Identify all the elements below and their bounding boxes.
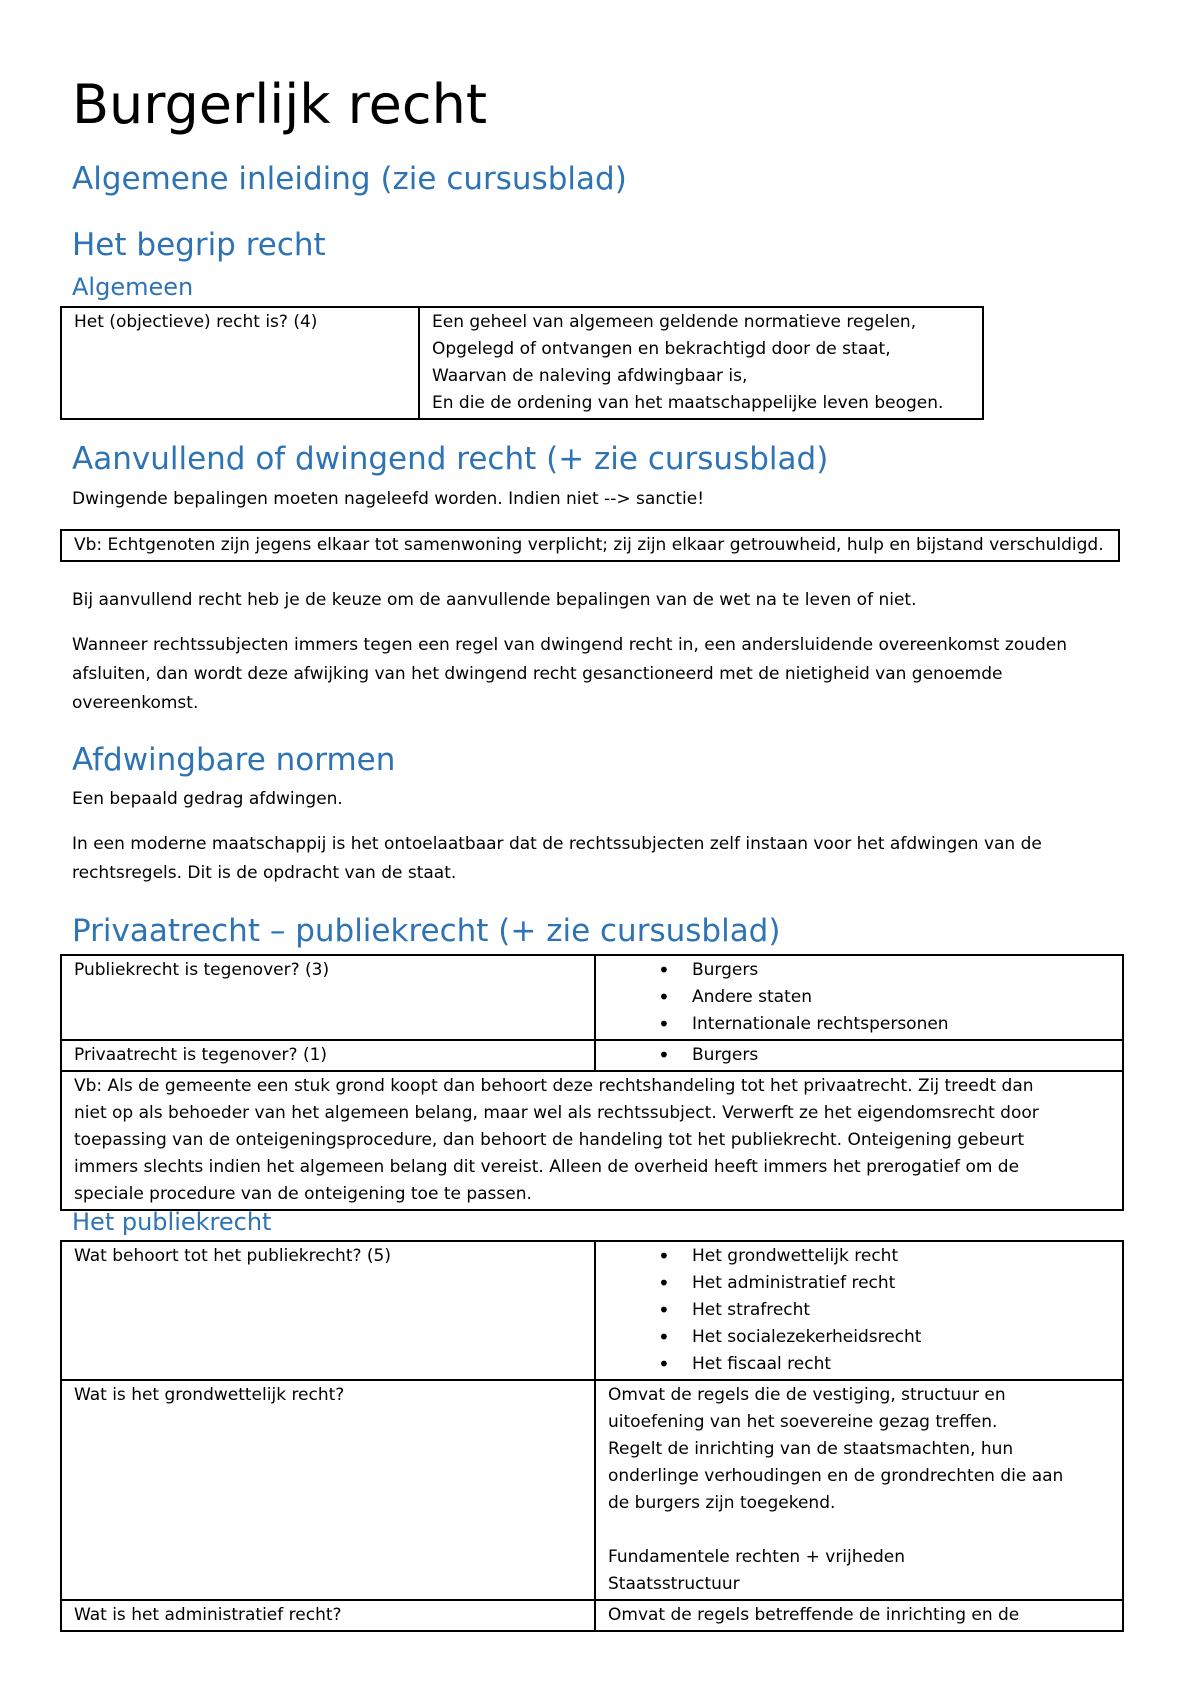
table-cell-answer xyxy=(595,1380,1123,1600)
list-item: • Internationale rechtspersonen xyxy=(608,1011,1112,1038)
table-row xyxy=(61,1600,1123,1631)
paragraph-line: In een moderne maatschappij is het ontoelaatbaar dat de rechtssubjecten zelf instaan voor het afdwingen van de xyxy=(72,834,1042,854)
table-cell-question xyxy=(61,1040,595,1071)
heading-privaatrecht-publiekrecht: Privaatrecht – publiekrecht (+ zie cursusblad) xyxy=(72,913,781,949)
paragraph-moderne-maatschappij xyxy=(72,830,1132,888)
table-row xyxy=(61,1071,1123,1210)
answer-line: Omvat de regels die de vestiging, structuur en xyxy=(608,1385,1006,1405)
table-cell-question xyxy=(61,1241,595,1380)
paragraph-line: afsluiten, dan wordt deze afwijking van het dwingend recht gesanctioneerd met de nietigheid van genoemde xyxy=(72,664,1003,684)
answer-line: Regelt de inrichting van de staatsmachten, hun xyxy=(608,1439,1014,1459)
table-row xyxy=(61,955,1123,1040)
heading-begrip-recht: Het begrip recht xyxy=(72,227,326,263)
paragraph-aanvullend-recht: Bij aanvullend recht heb je de keuze om de aanvullende bepalingen van de wet na te leven of niet. xyxy=(72,590,917,610)
table-cell-answer xyxy=(595,955,1123,1040)
answer-line: onderlinge verhoudingen en de grondrechten die aan xyxy=(608,1466,1064,1486)
question-text: Wat is het administratief recht? xyxy=(74,1605,342,1625)
heading-aanvullend-dwingend: Aanvullend of dwingend recht (+ zie cursusblad) xyxy=(72,441,829,477)
table-publiekrecht xyxy=(60,1240,1124,1632)
table-cell-question xyxy=(61,955,595,1040)
bullet-list xyxy=(608,1042,1112,1069)
heading-afdwingbare-normen: Afdwingbare normen xyxy=(72,742,396,778)
bullet-list xyxy=(608,1243,1112,1378)
example-line: immers slechts indien het algemeen belang dit vereist. Alleen de overheid heeft immers het prerogatief om de xyxy=(74,1157,1020,1177)
list-item: • Burgers xyxy=(608,1042,1112,1069)
heading-algemene-inleiding: Algemene inleiding (zie cursusblad) xyxy=(72,161,627,197)
example-line: toepassing van de onteigeningsprocedure, dan behoort de handeling tot het publiekrecht. Onteigening gebeurt xyxy=(74,1130,1025,1150)
list-item: • Het strafrecht xyxy=(608,1297,1112,1324)
list-item: • Andere staten xyxy=(608,984,1112,1011)
table-row xyxy=(61,1380,1123,1600)
list-item: • Burgers xyxy=(608,957,1112,984)
subheading-algemeen: Algemeen xyxy=(72,273,194,301)
answer-line: de burgers zijn toegekend. xyxy=(608,1493,836,1513)
paragraph-rechtssubjecten xyxy=(72,631,1132,718)
answer-line: uitoefening van het soevereine gezag treffen. xyxy=(608,1412,998,1432)
answer-line: En die de ordening van het maatschappelijke leven beogen. xyxy=(432,393,944,413)
table-cell-question xyxy=(61,1380,595,1600)
question-text: Publiekrecht is tegenover? (3) xyxy=(74,960,330,980)
answer-line: Fundamentele rechten + vrijheden xyxy=(608,1547,906,1567)
list-item: • Het fiscaal recht xyxy=(608,1351,1112,1378)
question-text: Het (objectieve) recht is? (4) xyxy=(74,312,318,332)
paragraph-gedrag-afdwingen: Een bepaald gedrag afdwingen. xyxy=(72,789,343,809)
answer-line: Een geheel van algemeen geldende normatieve regelen, xyxy=(432,312,917,332)
paragraph-line: rechtsregels. Dit is de opdracht van de staat. xyxy=(72,863,457,883)
bullet-list xyxy=(608,957,1112,1038)
table-cell-question xyxy=(61,1600,595,1631)
table-objectief-recht xyxy=(60,306,984,420)
table-cell-answer xyxy=(595,1600,1123,1631)
example-line: niet op als behoeder van het algemeen belang, maar wel als rechtssubject. Verwerft ze het eigendomsrecht door xyxy=(74,1103,1039,1123)
paragraph-dwingende-bepalingen: Dwingende bepalingen moeten nageleefd worden. Indien niet --> sanctie! xyxy=(72,489,705,509)
table-cell-answer xyxy=(595,1040,1123,1071)
table-row xyxy=(61,307,983,419)
example-box-echtgenoten: Vb: Echtgenoten zijn jegens elkaar tot samenwoning verplicht; zij zijn elkaar getrouwheid, hulp en bijstand verschuldigd. xyxy=(60,529,1120,562)
paragraph-line: Wanneer rechtssubjecten immers tegen een regel van dwingend recht in, een andersluidende overeenkomst zouden xyxy=(72,635,1068,655)
example-line: speciale procedure van de onteigening toe te passen. xyxy=(74,1184,532,1204)
list-item: • Het administratief recht xyxy=(608,1270,1112,1297)
question-text: Privaatrecht is tegenover? (1) xyxy=(74,1045,328,1065)
document-title: Burgerlijk recht xyxy=(72,73,487,136)
table-cell-answer xyxy=(595,1241,1123,1380)
table-privaat-publiek xyxy=(60,954,1124,1211)
table-cell-question xyxy=(61,307,419,419)
example-line: Vb: Als de gemeente een stuk grond koopt dan behoort deze rechtshandeling tot het privaatrecht. Zij treedt dan xyxy=(74,1076,1034,1096)
question-text: Wat is het grondwettelijk recht? xyxy=(74,1385,345,1405)
question-text: Wat behoort tot het publiekrecht? (5) xyxy=(74,1246,392,1266)
answer-line: Omvat de regels betreffende de inrichting en de xyxy=(608,1605,1020,1625)
answer-line: Opgelegd of ontvangen en bekrachtigd door de staat, xyxy=(432,339,891,359)
answer-line-blank xyxy=(608,1517,1112,1544)
paragraph-line: overeenkomst. xyxy=(72,693,199,713)
answer-line: Waarvan de naleving afdwingbaar is, xyxy=(432,366,748,386)
table-cell-answer xyxy=(419,307,983,419)
table-row xyxy=(61,1040,1123,1071)
list-item: • Het socialezekerheidsrecht xyxy=(608,1324,1112,1351)
subheading-het-publiekrecht: Het publiekrecht xyxy=(72,1208,272,1236)
table-cell-example xyxy=(61,1071,1123,1210)
table-row xyxy=(61,1241,1123,1380)
answer-line: Staatsstructuur xyxy=(608,1574,740,1594)
list-item: • Het grondwettelijk recht xyxy=(608,1243,1112,1270)
